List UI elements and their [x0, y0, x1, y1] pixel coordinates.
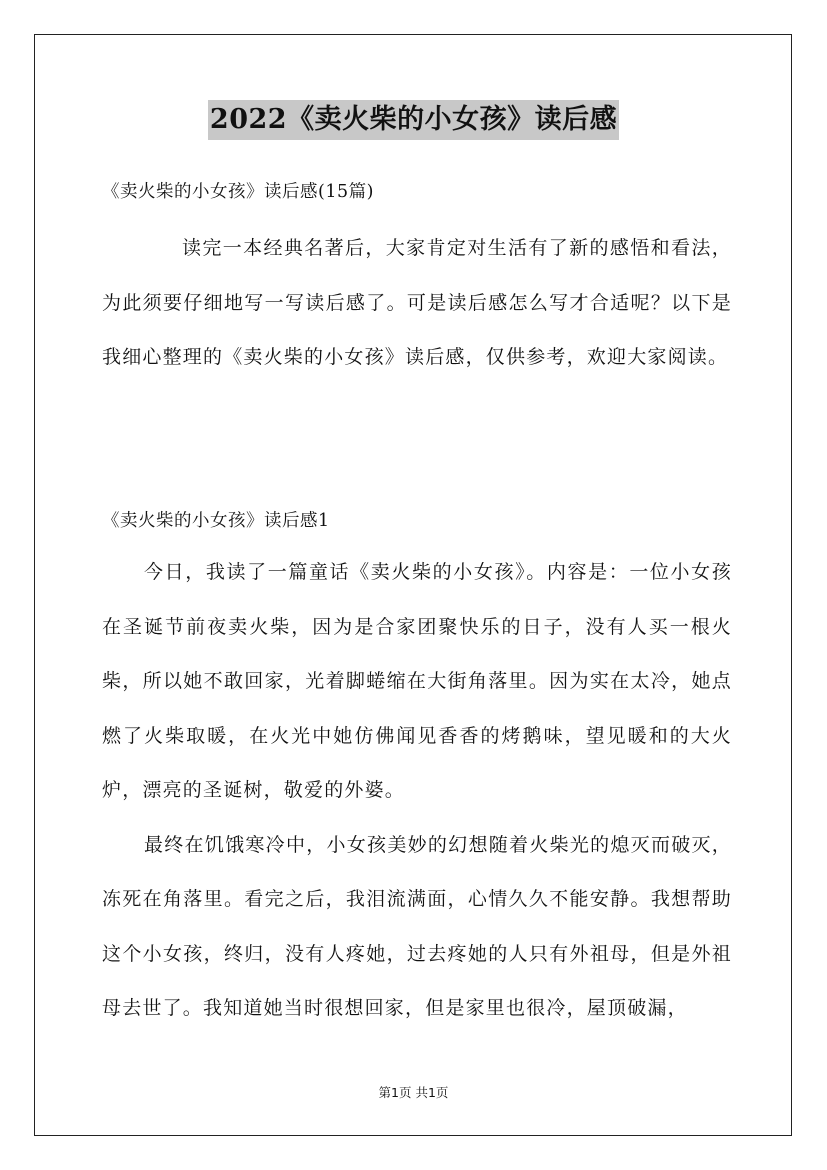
page-number: 第1页 共1页	[378, 1085, 449, 1100]
intro-block	[102, 221, 732, 385]
section-heading: 《卖火柴的小女孩》读后感1	[102, 511, 330, 531]
body-paragraph: 今日，我读了一篇童话《卖火柴的小女孩》。内容是：一位小女孩在圣诞节前夜卖火柴，因为是合家团聚快乐的日子，没有人买一根火柴，所以她不敢回家，光着脚蜷缩在大街角落里。因为实在太冷，她点燃了火柴取暖，在火光中她仿佛闻见香香的烤鹅味，望见暖和的大火炉，漂亮的圣诞树，敬爱的外婆。	[102, 561, 732, 801]
document-subtitle: 《卖火柴的小女孩》读后感(15篇)	[102, 182, 374, 202]
intro-paragraph: 读完一本经典名著后，大家肯定对生活有了新的感悟和看法，为此须要仔细地写一写读后感了。可是读后感怎么写才合适呢？以下是我细心整理的《卖火柴的小女孩》读后感，仅供参考，欢迎大家阅读。	[102, 237, 732, 368]
document-title-wrapper	[0, 100, 827, 140]
document-title: 2022《卖火柴的小女孩》读后感	[208, 100, 619, 140]
body-paragraph: 最终在饥饿寒冷中，小女孩美妙的幻想随着火柴光的熄灭而破灭，冻死在角落里。看完之后，我泪流满面，心情久久不能安静。我想帮助这个小女孩，终归，没有人疼她，过去疼她的人只有外祖母，但是外祖母去世了。我知道她当时很想回家，但是家里也很冷，屋顶破漏，	[102, 833, 732, 1019]
section-body	[102, 545, 732, 1036]
